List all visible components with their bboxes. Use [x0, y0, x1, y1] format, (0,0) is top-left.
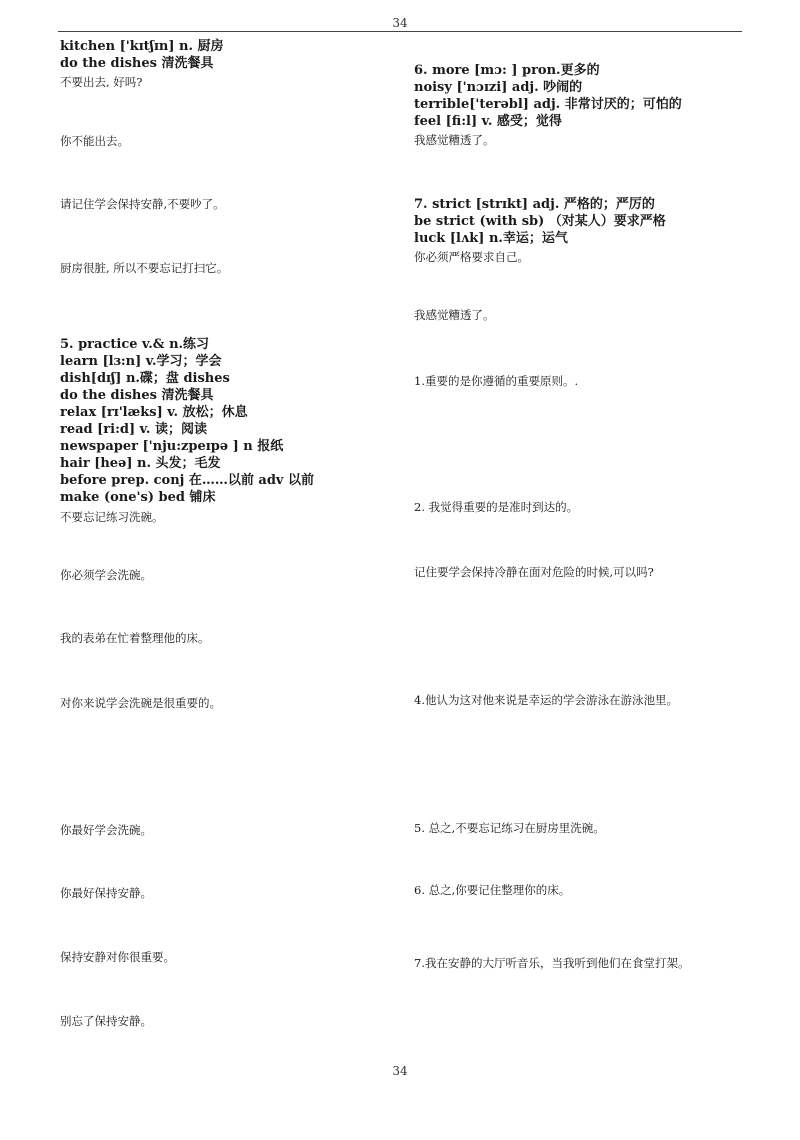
vocab-line: relax [rɪ'læks] v. 放松；休息	[60, 405, 248, 420]
vocab-line: learn [lɜ:n] v.学习；学会	[60, 354, 222, 369]
vocab-line: terrible['terəbl] adj. 非常讨厌的；可怕的	[414, 97, 682, 112]
vocab-line: kitchen ['kɪtʃɪn] n. 厨房	[60, 39, 224, 54]
exercise-sentence: 我的表弟在忙着整理他的床。	[60, 631, 210, 645]
exercise-sentence: 你最好保持安静。	[60, 886, 152, 900]
vocab-line: before prep. conj 在……以前 adv 以前	[60, 473, 315, 488]
exercise-sentence: 你必须学会洗碗。	[60, 568, 152, 582]
vocab-line: read [ri:d] v. 读；阅读	[60, 422, 207, 437]
vocab-line: be strict (with sb) （对某人）要求严格	[414, 214, 666, 229]
exercise-sentence: 7.我在安静的大厅听音乐，当我听到他们在食堂打架。	[414, 956, 690, 970]
exercise-sentence: 对你来说学会洗碗是很重要的。	[60, 696, 221, 710]
exercise-sentence: 请记住学会保持安静,不要吵了。	[60, 197, 225, 211]
page-number-top: 34	[392, 16, 408, 30]
vocab-line: make (one's) bed 铺床	[60, 490, 216, 505]
exercise-sentence: 不要忘记练习洗碗。	[60, 510, 164, 524]
vocab-line: newspaper ['nju:zpeɪpə ] n 报纸	[60, 439, 284, 454]
exercise-sentence: 你最好学会洗碗。	[60, 823, 152, 837]
exercise-sentence: 你不能出去。	[60, 134, 129, 148]
vocab-line: do the dishes 清洗餐具	[60, 388, 214, 403]
vocab-line: noisy ['nɔɪzi] adj. 吵闹的	[414, 80, 583, 95]
vocab-line: luck [lʌk] n.幸运；运气	[414, 231, 568, 246]
exercise-sentence: 保持安静对你很重要。	[60, 950, 175, 964]
exercise-sentence: 我感觉糟透了。	[414, 133, 495, 147]
exercise-sentence: 4.他认为这对他来说是幸运的学会游泳在游泳池里。	[414, 693, 678, 707]
exercise-sentence: 你必须严格要求自己。	[414, 250, 529, 264]
exercise-sentence: 别忘了保持安静。	[60, 1014, 152, 1028]
vocab-line: dish[dɪʃ] n.碟；盘 dishes	[60, 371, 230, 386]
header-rule	[58, 31, 742, 32]
exercise-sentence: 厨房很脏, 所以不要忘记打扫它。	[60, 261, 229, 275]
page-number-bottom: 34	[392, 1064, 408, 1078]
vocab-heading: 7. strict [strɪkt] adj. 严格的；严厉的	[414, 197, 655, 212]
exercise-sentence: 我感觉糟透了。	[414, 308, 495, 322]
exercise-sentence: 记住要学会保持冷静在面对危险的时候,可以吗?	[414, 565, 654, 579]
exercise-sentence: 1.重要的是你遵循的重要原则。.	[414, 374, 579, 388]
exercise-sentence: 不要出去, 好吗?	[60, 75, 143, 89]
exercise-sentence: 2. 我觉得重要的是准时到达的。	[414, 500, 579, 514]
exercise-sentence: 6. 总之,你要记住整理你的床。	[414, 883, 571, 897]
vocab-line: feel [fi:l] v. 感受；觉得	[414, 114, 562, 129]
vocab-line: do the dishes 清洗餐具	[60, 56, 214, 71]
exercise-sentence: 5. 总之,不要忘记练习在厨房里洗碗。	[414, 821, 605, 835]
vocab-heading: 5. practice v.& n.练习	[60, 337, 210, 352]
vocab-line: hair [heə] n. 头发；毛发	[60, 456, 221, 471]
vocab-heading: 6. more [mɔ: ] pron.更多的	[414, 63, 600, 78]
